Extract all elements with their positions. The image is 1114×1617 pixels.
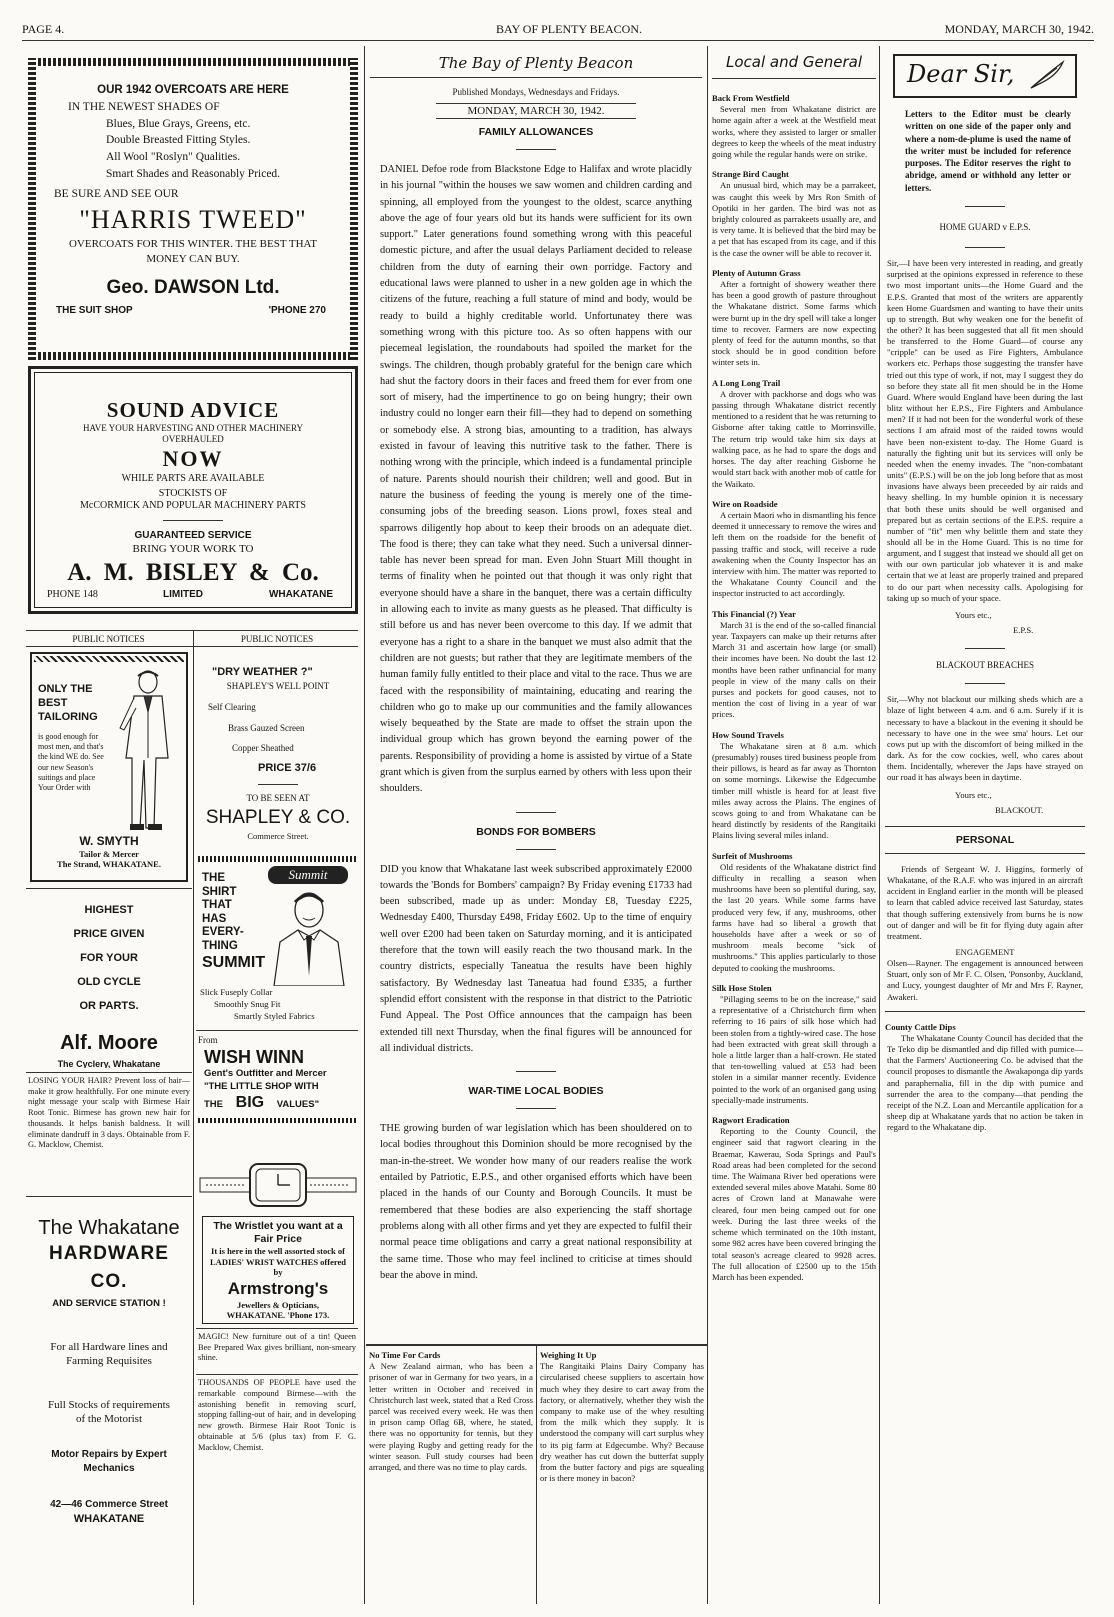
item-body: Reporting to the County Council, the engineer said that ragwort clearing in the Braemar, Kawerau, Soda Springs and Paul's Road areas had been completed for the second time. The Waimana River bed operations were extended several miles above Matahi. Some 80 acres of Crown land at Manawahe were cleared, four men being camped out for one week. During the last three weeks of the scheme which terminated on the 10th instant, some 982 acres have been covered bringing the total season's acreage cleared to 9928 acres. The full allocation of £2500 up to the 15th March has been expended. bbox=[712, 1126, 876, 1282]
local-news-item bbox=[712, 1115, 876, 1283]
item-body: An unusual bird, which may be a parrakeet, was caught this week by Mrs Ron Smith of Opotiki in her garden. The bird was not as brightly coloured as parrakeets usually are, and is very tame. It is believed that the bird may be a pet that has escaped from its cage, and if this is the case the owner will be able to recover it. bbox=[712, 180, 876, 258]
summit-ad: THE SHIRT THAT HAS EVERY- THING SUMMIT Summit Slick Fuseply Collar Smoothly Snug Fit Smartly Styled Fabrics bbox=[198, 866, 358, 1026]
section-heading: PERSONAL bbox=[955, 833, 1015, 846]
local-news-item bbox=[712, 268, 876, 369]
letter-body: Sir,—I have been very interested in reading, and greatly surprised at the opinions expressed in reference to these two most important units—the Home Guard and the E.P.S. Granted that most of the writers are apparently keen Home Guardsmen and wanting to have their units up to strength. But why weaken one for the benefit of the other? It has been suggested that all fit men should be transferred to the Home Guard—of course any "cripple" can be used as Fire Fighters, Ambulance workers etc. Perhaps those suggesting the transfer have tried out this type of work, if not, may I suggest they do so before they state all fit men should be in the Home Guard. Where would England have been during the last blitz without her E.P.S., Fire Fighters and Ambulance men? If it had not been for the wonderful work of these sections I am afraid most of the raided towns would have been non-existent to-day. The Home Guard is naturally the fighting unit but its services will only be needed when the enemy invades. The "non-combatant units" (E.P.S.) will be on the job long before that as most invasions have always been preceeded by air raids and heavy shelling. In my humble opinion it is necessary that both these units should be well organised and prepared but as certain sections of the E.P.S. require a number of "fit" men why belittle them and state they should all be in the Home Guard. This is no time for argument, and I suggest that instead we should all get on with our own particular job whatever it is and make certain that we at least are properly trained and prepared to do our part when necessity calls. Apologising for taking up so much of your space. bbox=[887, 258, 1083, 603]
item-title: Ragwort Eradication bbox=[712, 1115, 790, 1126]
winn-name: WISH WINN bbox=[204, 1047, 304, 1067]
column-rule bbox=[879, 46, 880, 1604]
local-news-item bbox=[712, 609, 876, 721]
shapley-name: SHAPLEY & CO. bbox=[205, 807, 351, 828]
item-title: Back From Westfield bbox=[712, 93, 790, 103]
section-heading: Local and General bbox=[725, 53, 862, 71]
wristwatch-illustration bbox=[198, 1160, 358, 1210]
item-body: "Pillaging seems to be on the increase," said a representative of a Christchurch firm when referring to 16 pairs of silk hose which had been stolen from a tightly-wired case. The hose had been extracted with great skill through a hole a little larger than a half-crown. He stated that ten-towelling valued at £53 had been stolen in a similar manner recently. Evidence pointed to the work of an organised gang using specially-made instruments. bbox=[712, 994, 876, 1105]
man-in-shirt-illustration bbox=[264, 886, 354, 986]
moore-ad: HIGHEST PRICE GIVEN FOR YOUR OLD CYCLE OR PARTS. Alf. Moore The Cyclery, Whakatane bbox=[30, 896, 188, 1068]
armstrong-name: Armstrong's bbox=[227, 1278, 329, 1298]
item-title: Weighing It Up bbox=[540, 1350, 597, 1360]
column-rule bbox=[536, 1346, 537, 1604]
wax-notice: MAGIC! New furniture out of a tin! Queen Bee Prepared Wax gives brilliant, non-smeary shine. bbox=[198, 1332, 356, 1363]
local-news-item bbox=[712, 93, 876, 160]
summit-logo: Summit bbox=[268, 866, 348, 884]
item-body: The Rangitaiki Plains Dairy Company has circularised cheese suppliers to ascertain how much whey they desire to cart away from the factory, or alternatively, whether they wish the company to make use of the whey resulting from the milk which they supply. It is understood the company will cart surplus whey to its pig farm at Edgecumbe. Why? Because dry weather has cut down the butterfat supply from the butter factory and pigs are squealing or is there money in bacon? bbox=[540, 1361, 704, 1484]
article-title: BONDS FOR BOMBERS bbox=[476, 825, 596, 838]
quill-pen-icon bbox=[1027, 60, 1067, 90]
column-rule bbox=[364, 46, 365, 1604]
ad-headline: SOUND ADVICE bbox=[106, 398, 280, 422]
smyth-ad: ONLY THE BEST TAILORING is good enough for most men, and that's the kind WE do. See our new Season's suitings and place Your Order with W. SMYTH Tailor & Mercer The Strand, WHAKATANE. bbox=[30, 652, 188, 882]
letter-title: HOME GUARD v E.P.S. bbox=[939, 222, 1031, 233]
news-item bbox=[540, 1350, 704, 1600]
ad-headline: "DRY WEATHER ?" bbox=[212, 666, 313, 678]
letters-column: Dear Sir, Letters to the Editor must be clearly written on one side of the paper only and where a nom-de-plume is used the name of the writer must be included for reference purposes. The Editor reserves the right to abridge, amend or withhold any letter or letters. HOME GUARD v E.P.S. Sir,—I have been very interested in reading, and greatly surprised at the opinions expressed in reference to these two most important units—the Home Guard and the E.P.S. Granted that most of the writers are apparently keen Home Guardsmen and wanting to have their units up to strength. But why weaken one for the benefit of the other? It has been suggested that all fit men should be transferred to the Home Guard—of course any "cripple" can be used as Fire Fighters, Ambulance workers etc. Perhaps those suggesting the transfer have tried out this type of work, if not, may I suggest they do so before they state all fit men should be in the Home Guard. Where would England have been during the last blitz without her E.P.S., Fire Fighters and Ambulance men? If it had not been for the wonderful work of these sections I am afraid most of the raided towns would have been non-existent to-day. The Home Guard is naturally the fighting unit but its services will only be needed when the enemy invades. The "non-combatant units" (E.P.S.) will be on the job long before that as most invasions have always been preceeded by air raids and heavy shelling. In my humble opinion it is necessary that both these units should be well organised and prepared but as certain sections of the E.P.S. require a number of "fit" men why belittle them and state they should all be in the Home Guard. This is no time for argument, and I suggest that instead we should all get on with our own particular job whatever it is and make certain that we at least are properly trained and prepared to do our part when necessity calls. Apologising for taking up so much of your space. Yours etc., E.P.S. BLACKOUT BREACHES Sir,—Why not blackout our milking sheds which are a blaze of light between 4 a.m. and 6 a.m. Surely if it is necessary to have a blackout in the evening it should be necessary to have one in the wee sma' hours. Let our cows put up with the discomfort of being milked in the dark. As for the cow cockies, well, who cares about them. Incidentally, wherever the Japs have strayed on our road it has always been in daytime. Yours etc., BLACKOUT. PERSONAL Friends of Sergeant W. J. Higgins, formerly of Whakatane, of the R.A.F. who was injured in an aircraft accident in England earlier in the month will be pleased to learn that cabled advice received last Saturday, states that though suffering extensively from burns he is now out of danger and will be fit for flying duty again after treatment. ENGAGEMENT Olsen—Rayner. The engagement is announced between Stuart, only son of Mr F. C. Olsen, 'Ponsonby, Auckland, and Lucy, youngest daughter of Mr and Mrs F. Rayner, Awakeri. County Cattle Dips The Whakatane County Council has decided that the Te Teko dip be dismantled and dip filled with pumice—that the Farmers' Auctioneering Co. be advised that the council proposes to dismantle the Awakaponga dip yards and paraphernalia, fill in the dip with pumice and surrender the area to the company—that pending the receipt of the N.Z. Loan and Mercantile application for a sheep dip at Whakatane yards that no action be taken in regard to the Whakatane dip. bbox=[885, 48, 1085, 1604]
item-title: Strange Bird Caught bbox=[712, 169, 789, 180]
ad-headline: OUR 1942 OVERCOATS ARE HERE bbox=[97, 84, 289, 96]
engagement-item: Olsen—Rayner. The engagement is announced between Stuart, only son of Mr F. C. Olsen, 'Ponsonby, Auckland, and Lucy, youngest daughter of Mr and Mrs F. Rayner, Awakeri. bbox=[887, 958, 1083, 1002]
article-body: THE growing burden of war legislation which has been shouldered on to local bodies throughout this Dominion should be more recognised by the man-in-the-street. We wonder how many of our readers realise the work entailed by Patriotic, E.P.S., and other organised efforts which have been placed in the hands of our County and Borough Councils. It must be remembered that these bodies are also experiencing the staff shortage problems along with all other firms and yet they are expected to fulfil their normal peace time obligations and carry a great national responsibility at the same time. Those who may feel inclined to criticise at times should bear the above in mind. bbox=[380, 1123, 692, 1281]
bisley-name: A. M. BISLEY & Co. bbox=[67, 559, 319, 586]
article-title: WAR-TIME LOCAL BODIES bbox=[468, 1085, 604, 1098]
letters-notice: Letters to the Editor must be clearly written on one side of the paper only and where a nom-de-plume is used the name of the writer must be included for reference purposes. The Editor reserves the right to abridge, amend or withhold any letter or letters. bbox=[905, 109, 1071, 193]
local-news-item bbox=[712, 499, 876, 600]
issue-date: MONDAY, MARCH 30, 1942. bbox=[944, 22, 1094, 36]
hardware-name: The Whakatane bbox=[38, 1217, 180, 1239]
item-title: How Sound Travels bbox=[712, 729, 784, 740]
dawson-ad: OUR 1942 OVERCOATS ARE HERE IN THE NEWEST SHADES OF Blues, Blue Grays, Greens, etc. Double Breasted Fitting Styles. All Wool "Roslyn" Qualities. Smart Shades and Reasonably Priced. BE SURE AND SEE OUR "HARRIS TWEED" OVERCOATS FOR THIS WINTER. THE BEST THAT MONEY CAN BUY. Geo. DAWSON Ltd. THE SUIT SHOP 'PHONE 270 bbox=[28, 58, 358, 360]
item-body: After a fortnight of showery weather there has been a good growth of pasture throughout the Whakatane district. Some farms which were burnt up in the dry spell will take a longer time to recover. Farmers are now expecting plenty of feed for the autumn months, so that stock should be in good condition before winter sets in. bbox=[712, 279, 876, 368]
item-body: March 31 is the end of the so-called financial year. Taxpayers can make up their returns after March 31 and ascertain how large (or small) their incomes have been. No doubt the last 12 months have been rather unfinancial for many people in view of the many calls on their purses and pockets for good causes, not to mention the cost of living in a year of war prices. bbox=[712, 619, 876, 720]
moore-name: Alf. Moore bbox=[60, 1032, 158, 1054]
item-body: A certain Maori who in dismantling his fence deemed it unnecessary to remove the wires and left them on the roadside for the benefit of passing traffic and stock, will receive a rude awakening when the County Inspector has an interview with him. The matter was reported to the Whakatane County Council and the inspector instructed to act accordingly. bbox=[712, 509, 876, 599]
armstrong-ad: The Wristlet you want at a Fair Price It is here in the well assorted stock of LADIES' WRIST WATCHES offered by Armstrong's Jewellers & Opticians, WHAKATANE. 'Phone 173. bbox=[198, 1144, 358, 1324]
article-body: DID you know that Whakatane last week subscribed approximately £2000 towards the 'Bonds for Bombers' campaign? By Friday evening £1733 had been subscribed, made up as under: Monday £8, Tuesday £225, Wednesday £400, Thursday £498, Friday £602. Up to the time of enquiry well over £200 had been taken on Saturday morning, and it is anticipated therefore that the town will easily reach the two thousand mark. In the country districts, especially Taneatua the results have been highly satisfactory. By Wednesday last Taneatua had found £335, a further splendid effort consistent with the response in that district to the Patriotic Fund Appeal. The Post Office announces that the campaign has been extended till next Thursday, when the final figures will be announced for all individual districts. bbox=[380, 863, 692, 1054]
item-title: County Cattle Dips bbox=[885, 1021, 956, 1032]
item-body: Old residents of the Whakatane district find difficulty in recalling a season when mushrooms have been so plentiful during, say, the last 20 years. While some farms have produced very few, if any, mushrooms, other farms have had so liberal a growth that households have after a week or so of mushroom meals become "sick of mushrooms." This applies particularly to those deputed to cooking the mushrooms. bbox=[712, 861, 876, 973]
tailor-figure-illustration bbox=[110, 668, 182, 836]
column-rule bbox=[193, 630, 194, 1605]
letter-body: Sir,—Why not blackout our milking sheds which are a blaze of light between 4 a.m. and 6 a.m. Surely if it is necessary to have a blackout in the evening it should be necessary to have one in the wee sma' hours. Let our cows put up with the discomfort of being milked in the dark. As for the cow cockies, well, who cares about them. Incidentally, wherever the Japs have strayed on our road it has always been in daytime. bbox=[887, 694, 1083, 783]
paper-name: BAY OF PLENTY BEACON. bbox=[496, 22, 643, 36]
shapley-ad: "DRY WEATHER ?" SHAPLEY'S WELL POINT Self Clearing Brass Gauzed Screen Copper Sheathed PRICE 37/6 TO BE SEEN AT SHAPLEY & CO. Commerce Street. bbox=[198, 652, 358, 852]
item-title: Plenty of Autumn Grass bbox=[712, 267, 801, 278]
article-title: FAMILY ALLOWANCES bbox=[478, 126, 594, 138]
hair-tonic-notice: LOSING YOUR HAIR? Prevent loss of hair—make it grow healthfully. For one minute every night message your scalp with Birmese Hair Root Tonic. Birmese has grown new hair for thousands. It helps banish baldness. It will eliminate dandruff in 3 days. Obtainable from F. G. Macklow, Chemist. bbox=[28, 1076, 190, 1150]
local-news-item bbox=[712, 730, 876, 842]
item-body: A drover with packhorse and dogs who was passing through Whakatane district recently mentioned to a resident that he was returning to Gisborne after taking cattle to Morrinsville. The return trip would take him six days at walking pace, as he had to spare the dogs and horses. The day after reaching Gisborne he would start back with another mob of cattle for the Waikato. bbox=[712, 388, 876, 489]
item-title: Silk Hose Stolen bbox=[712, 982, 772, 993]
masthead: The Bay of Plenty Beacon bbox=[438, 54, 634, 72]
news-item bbox=[369, 1350, 533, 1600]
local-news-item bbox=[712, 169, 876, 259]
bisley-ad: SOUND ADVICE HAVE YOUR HARVESTING AND OTHER MACHINERY OVERHAULED NOW WHILE PARTS ARE AVAILABLE STOCKISTS OF McCORMICK AND POPULAR MACHINERY PARTS GUARANTEED SERVICE BRING YOUR WORK TO A. M. BISLEY & Co. PHONE 148 LIMITED WHAKATANE bbox=[28, 366, 358, 614]
smyth-name: W. SMYTH bbox=[79, 834, 139, 848]
winn-ad: From WISH WINN Gent's Outfitter and Mercer "THE LITTLE SHOP WITH THE BIG VALUES" bbox=[198, 1034, 358, 1140]
page-header bbox=[22, 22, 1094, 41]
editorial-column: The Bay of Plenty Beacon Published Mondays, Wednesdays and Fridays. MONDAY, MARCH 30, 1942. FAMILY ALLOWANCES DANIEL Defoe rode from Blackstone Edge to Halifax and wrote placidly in his journal "within the houses we saw women and children carding and spinning, all employed from the youngest to the oldest, scarce anything above the age of four years old but its hands were sufficient for its own support." Later generations found something wrong with this peaceful domestic picture, and after the usual delays Parliament decided to release children from the duty of earning their own porridge. Factory and educational laws were planned to usher in a new golden age in which the citizens of the future, reaching a full stature of mind and body, would be ready to build a highly creditable world. Unfortunatey there was something wrong with this picture too. As so often happens with our piecemeal legislation, the roundabouts had spoiled the market for the swings. The children, though probably grateful for the benign care which had shut the factory doors in their faces and freed them for ever from one sort of misery, had the impertinence to go on being hungry; their own industry could no longer earn their fill—they had to depend on something or somebody else. A strong bias, amounting to a tradition, has always existed in favour of leaving this nutritive task to the father. There is nothing wrong with the principle, which indeed is a fundamental principle of nature. Parents should nourish their children; well and good. But in nature the business of feeding the young is merely one of the time-consuming jobs of the breeding season. Lions prowl, foxes steal and sparrows diligently hop about to keep their broods on an adequate diet. The food is there; they can take what they need. Such a universal dinner-table has never been spread for man. Even John Stuart Mill thought in terms of finality when he pointed out that though it was only right that everyone should have a share in the banquet, there was a certain difficulty in allowing each to invite as many guests as he pleased. That difficulty is still before us and has never been overcome to this day. If we admit that everyone has a right to a share in the banquet we must also admit that the children are not guests; but rather that they are legitimate members of the human family fully entitled to their place and vital to the race. Thus we are faced with the responsibility of maintaining, educating and rearing the children who go to make up our communities and the family allowances wisely bequeathed by the State are made to offset the strain upon the individual group which has grown beyond the earning power of the parents. Responsibility of providing a home is assisted by virtue of a State grant which is given from the surplus earned by others with less upon their shoulders. BONDS FOR BOMBERS DID you know that Whakatane last week subscribed approximately £2000 towards the 'Bonds for Bombers' campaign? By Friday evening £1733 had been subscribed, made up as under: Monday £8, Tuesday £225, Wednesday £400, Thursday £498, Friday £602. Up to the time of enquiry well over £200 had been taken on Saturday morning, and it is anticipated therefore that the town will easily reach the two thousand mark. In the country districts, especially Taneatua the results have been highly satisfactory. By Wednesday last Taneatua had found £335, a further splendid effort consistent with the response in that district to the Patriotic Fund Appeal. The Post Office announces that the campaign has been extended till next Thursday, when the final figures will be announced for all individual districts. WAR-TIME LOCAL BODIES THE growing burden of war legislation which has been shouldered on to local bodies throughout this Dominion should be more recognised by the man-in-the-street. We wonder how many of our readers realise the work entailed by Patriotic, E.P.S., and other organised efforts which have been placed in the hands of our County and Borough Councils. It must be remembered that these bodies are also experiencing the staff shortage problems along with all other firms and yet they are expected to fulfil their normal peace time obligations and carry a great national responsibility at the same time. Those who may feel inclined to criticise at times should bear the above in mind. bbox=[370, 48, 702, 1604]
harris-tweed: "HARRIS TWEED" bbox=[79, 204, 307, 234]
hardware-ad: The Whakatane HARDWARE CO. AND SERVICE STATION ! For all Hardware lines and Farming Requisites Full Stocks of requirements of the Motorist Motor Repairs by Expert Mechanics 42—46 Commerce Street WHAKATANE bbox=[28, 1202, 190, 1606]
public-notices-heading: PUBLIC NOTICES bbox=[72, 634, 145, 644]
cattle-dips-item: The Whakatane County Council has decided that the Te Teko dip be dismantled and dip filled with pumice—that the Farmers' Auctioneering Co. be advised that the council proposes to dismantle the Awakaponga dip yards and paraphernalia, fill in the dip with pumice and surrender the area to the company—that pending the receipt of the N.Z. Loan and Mercantile application for a sheep dip at Whakatane yards that no action be taken in regard to the Whakatane dip. bbox=[887, 1032, 1083, 1133]
item-body: The Whakatane siren at 8 a.m. which (presumably) rouses tired business people from their pillows, is heard as far away as Thornton on some mornings. Likewise the Edgecumbe timber mill whistle is heard for at least five miles away across the Plains. The engines of scows going to and from Whakatane can be heard distinctly by residents of the Rangitaiki Plains living several miles inland. bbox=[712, 740, 876, 841]
item-title: Surfeit of Mushrooms bbox=[712, 850, 793, 861]
local-news-item bbox=[712, 378, 876, 490]
item-body: Several men from Whakatane district are home again after a week at the Westfield meat works, where they assisted to larger or smaller degrees to keep the wheels of the meat industry going while the regular hands were on strike. bbox=[712, 104, 876, 160]
page-number: PAGE 4. bbox=[22, 22, 65, 36]
item-title: A Long Long Trail bbox=[712, 377, 781, 388]
public-notices-heading: PUBLIC NOTICES bbox=[240, 634, 314, 644]
article-body: DANIEL Defoe rode from Blackstone Edge to Halifax and wrote placidly in his journal "within the houses we saw women and children carding and spinning, all employed from the youngest to the oldest, scarce anything above the age of four years old but its hands were sufficient for its own support." Later generations found something wrong with this peaceful domestic picture, and after the usual delays Parliament decided to release children from the duty of earning their own porridge. Factory and educational laws were planned to usher in a new golden age in which the citizens of the future, reaching a full stature of mind and body, would be ready to build a highly creditable world. Unfortunatey there was something wrong with this picture too. As so often happens with our piecemeal legislation, the roundabouts had spoiled the market for the swings. The children, though probably grateful for the benign care which had shut the factory doors in their faces and freed them for ever from one sort of misery, had the impertinence to go on being hungry; their own industry could no longer earn their fill—they had to depend on something or somebody else. A strong bias, amounting to a tradition, has always existed in favour of leaving this nutritive task to the father. There is nothing wrong with the principle, which indeed is a fundamental principle of nature. Parents should nourish their children; well and good. But in nature the business of feeding the young is merely one of the time-consuming jobs of the breeding season. Lions prowl, foxes steal and sparrows diligently hop about to keep their broods on an adequate diet. The food is there; they can take what they need. Such a universal dinner-table has never been spread for man. Even John Stuart Mill thought in terms of finality when he pointed out that though it was only right that everyone should have a share in the banquet, there was a certain difficulty in allowing each to invite as many guests as he pleased. That difficulty is still before us and has never been overcome to this day. If we admit that everyone has a right to a share in the banquet we must also admit that the children are not guests; but rather that they are legitimate members of the human family fully entitled to their place and vital to the race. Thus we are faced with the responsibility of maintaining, educating and rearing the children who go to make up our communities and the family allowances wisely bequeathed by the State are made to offset the strain upon the individual group which has grown beyond the earning power of the parents. Responsibility of providing a home is assisted by virtue of a State grant which is given from the surplus earned by others with less upon their shoulders. bbox=[380, 164, 692, 795]
hair-tonic-notice: THOUSANDS OF PEOPLE have used the remarkable compound Birmese—with the astonishing benefit in removing scurf, stopping falling-out of hair, and in developing new growth. Birmese Hair Root Tonic is obtainable at 5/6 (plus tax) from F. G. Macklow, Chemist. bbox=[198, 1378, 356, 1452]
column-rule bbox=[707, 46, 708, 1604]
dear-sir-logo: Dear Sir, bbox=[893, 54, 1077, 98]
item-title: Wire on Roadside bbox=[712, 498, 778, 509]
item-title: This Financial (?) Year bbox=[712, 608, 796, 619]
item-title: No Time For Cards bbox=[369, 1350, 441, 1360]
personal-item: Friends of Sergeant W. J. Higgins, formerly of Whakatane, of the R.A.F. who was injured in an aircraft accident in England earlier in the month will be pleased to learn that cabled advice received last Saturday, states that though suffering extensively from burns he is now out of danger and will be fit for flying duty again after treatment. bbox=[887, 863, 1083, 941]
local-general-column bbox=[712, 48, 876, 1604]
item-body: A New Zealand airman, who has been a prisoner of war in Germany for two years, in a letter written in October and received in Christchurch last week, stated that a Red Cross parcel was received every week. He was then in prison camp Oflag 6B, where, he stated, there was no opportunity for tennis, but they were playing Rugby and getting ready for the winter season. Full study courses had been arranged, and there was no time to play cards. bbox=[369, 1361, 533, 1473]
local-news-item bbox=[712, 851, 876, 974]
ad-divider bbox=[198, 856, 356, 862]
local-news-item bbox=[712, 983, 876, 1106]
dawson-name: Geo. DAWSON Ltd. bbox=[106, 276, 280, 298]
letter-title: BLACKOUT BREACHES bbox=[935, 660, 1035, 671]
item-title: ENGAGEMENT bbox=[955, 947, 1015, 958]
